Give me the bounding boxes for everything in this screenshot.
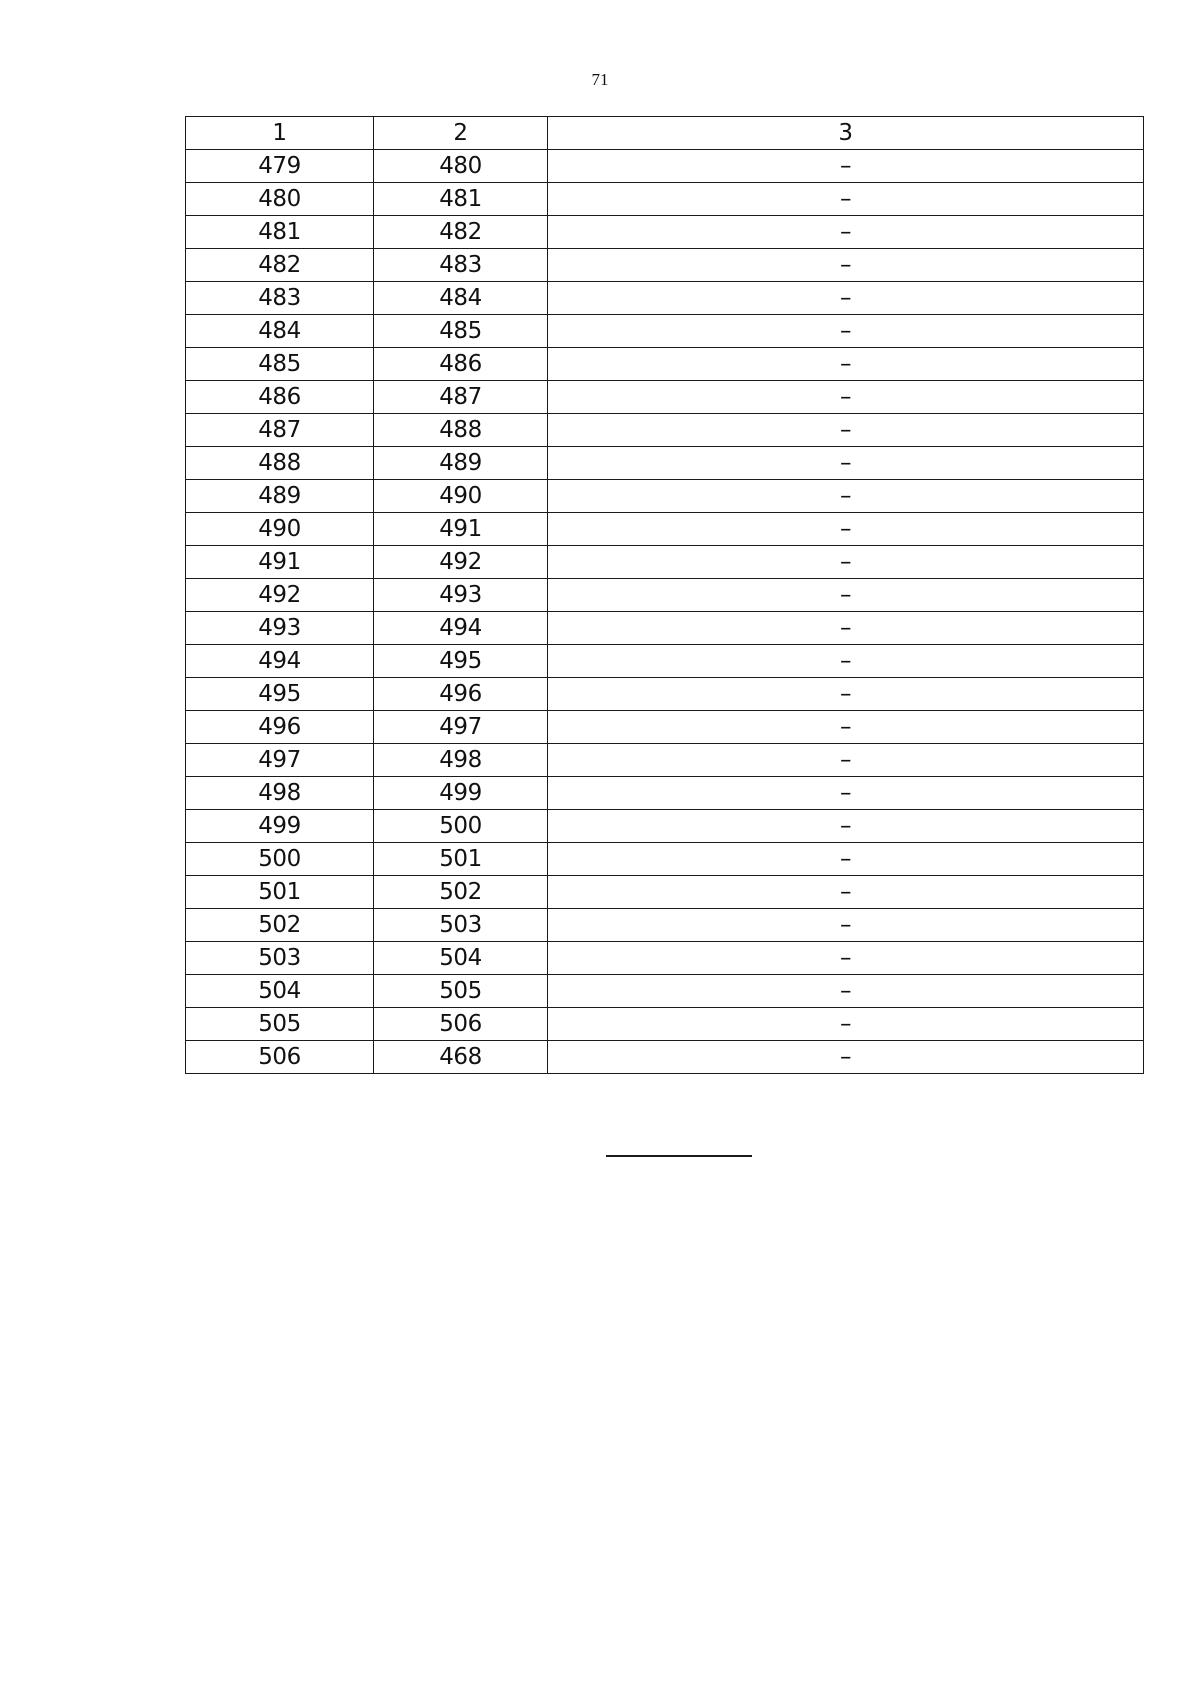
table-cell-col-2: 504 <box>374 942 548 975</box>
table-cell-col-1: 503 <box>186 942 374 975</box>
table-cell-col-2: 493 <box>374 579 548 612</box>
table-header-row <box>186 117 1144 150</box>
table-row <box>186 678 1144 711</box>
table-row <box>186 975 1144 1008</box>
table-row <box>186 744 1144 777</box>
table-cell-col-1: 487 <box>186 414 374 447</box>
table-cell-col-2: 483 <box>374 249 548 282</box>
data-table <box>185 116 1144 1074</box>
table-row <box>186 282 1144 315</box>
table-cell-col-2: 501 <box>374 843 548 876</box>
table-cell-col-1: 484 <box>186 315 374 348</box>
table-cell-col-2: 489 <box>374 447 548 480</box>
table-cell-col-1: 479 <box>186 150 374 183</box>
table-cell-col-2: 499 <box>374 777 548 810</box>
table-cell-col-2: 485 <box>374 315 548 348</box>
table-cell-col-1: 480 <box>186 183 374 216</box>
table-cell-col-2: 490 <box>374 480 548 513</box>
table-cell-col-1: 486 <box>186 381 374 414</box>
table-cell-col-3: – <box>548 843 1144 876</box>
table-cell-col-1: 495 <box>186 678 374 711</box>
table-row <box>186 348 1144 381</box>
table-cell-col-1: 493 <box>186 612 374 645</box>
table-cell-col-1: 506 <box>186 1041 374 1074</box>
table-cell-col-1: 500 <box>186 843 374 876</box>
table-cell-col-1: 481 <box>186 216 374 249</box>
table-cell-col-3: – <box>548 579 1144 612</box>
table-cell-col-3: – <box>548 645 1144 678</box>
table-cell-col-3: – <box>548 1041 1144 1074</box>
table-cell-col-3: – <box>548 777 1144 810</box>
table-cell-col-2: 502 <box>374 876 548 909</box>
table-cell-col-2: 496 <box>374 678 548 711</box>
table-row <box>186 942 1144 975</box>
table-row <box>186 546 1144 579</box>
table-cell-col-2: 497 <box>374 711 548 744</box>
table-cell-col-1: 491 <box>186 546 374 579</box>
table-cell-col-1: 488 <box>186 447 374 480</box>
table-cell-col-3: – <box>548 546 1144 579</box>
table-row <box>186 249 1144 282</box>
table-cell-col-3: – <box>548 414 1144 447</box>
table-cell-col-1: 482 <box>186 249 374 282</box>
table-cell-col-1: 504 <box>186 975 374 1008</box>
table-cell-col-2: 487 <box>374 381 548 414</box>
table-row <box>186 1041 1144 1074</box>
table-cell-col-1: 501 <box>186 876 374 909</box>
table-row <box>186 579 1144 612</box>
table-cell-col-3: – <box>548 975 1144 1008</box>
table-cell-col-3: – <box>548 711 1144 744</box>
table-cell-col-2: 486 <box>374 348 548 381</box>
table-row <box>186 810 1144 843</box>
table-row <box>186 315 1144 348</box>
header-cell-2: 2 <box>374 117 548 150</box>
end-rule <box>606 1155 752 1157</box>
table-cell-col-3: – <box>548 282 1144 315</box>
table-cell-col-2: 494 <box>374 612 548 645</box>
table-cell-col-2: 498 <box>374 744 548 777</box>
table-row <box>186 876 1144 909</box>
table-row <box>186 150 1144 183</box>
table-cell-col-3: – <box>548 216 1144 249</box>
table-row <box>186 645 1144 678</box>
table-cell-col-3: – <box>548 942 1144 975</box>
table-cell-col-1: 498 <box>186 777 374 810</box>
table-row <box>186 513 1144 546</box>
table-cell-col-3: – <box>548 381 1144 414</box>
table-cell-col-1: 505 <box>186 1008 374 1041</box>
table-row <box>186 1008 1144 1041</box>
table-cell-col-2: 505 <box>374 975 548 1008</box>
header-cell-3: 3 <box>548 117 1144 150</box>
table-row <box>186 183 1144 216</box>
table-cell-col-2: 495 <box>374 645 548 678</box>
table-row <box>186 381 1144 414</box>
table-cell-col-2: 484 <box>374 282 548 315</box>
table-cell-col-1: 483 <box>186 282 374 315</box>
table-cell-col-1: 496 <box>186 711 374 744</box>
table-cell-col-1: 492 <box>186 579 374 612</box>
table-row <box>186 909 1144 942</box>
table-cell-col-2: 480 <box>374 150 548 183</box>
table-cell-col-1: 490 <box>186 513 374 546</box>
table-cell-col-3: – <box>548 183 1144 216</box>
table-cell-col-3: – <box>548 810 1144 843</box>
table-row <box>186 216 1144 249</box>
table-row <box>186 843 1144 876</box>
table-cell-col-3: – <box>548 1008 1144 1041</box>
table-cell-col-3: – <box>548 447 1144 480</box>
table-cell-col-3: – <box>548 744 1144 777</box>
table-cell-col-3: – <box>548 480 1144 513</box>
table-cell-col-2: 468 <box>374 1041 548 1074</box>
table-cell-col-2: 500 <box>374 810 548 843</box>
table-cell-col-3: – <box>548 150 1144 183</box>
table-cell-col-2: 481 <box>374 183 548 216</box>
table-cell-col-3: – <box>548 348 1144 381</box>
table-cell-col-2: 488 <box>374 414 548 447</box>
table-cell-col-1: 485 <box>186 348 374 381</box>
table-row <box>186 777 1144 810</box>
table-row <box>186 612 1144 645</box>
header-cell-1: 1 <box>186 117 374 150</box>
table-cell-col-3: – <box>548 612 1144 645</box>
table-cell-col-2: 491 <box>374 513 548 546</box>
table-cell-col-2: 492 <box>374 546 548 579</box>
table-cell-col-1: 502 <box>186 909 374 942</box>
table-cell-col-3: – <box>548 249 1144 282</box>
table-cell-col-2: 482 <box>374 216 548 249</box>
page-number: 71 <box>591 70 609 89</box>
table-cell-col-2: 503 <box>374 909 548 942</box>
table-cell-col-1: 497 <box>186 744 374 777</box>
table-cell-col-3: – <box>548 909 1144 942</box>
table-cell-col-3: – <box>548 678 1144 711</box>
table-cell-col-2: 506 <box>374 1008 548 1041</box>
table-body <box>186 117 1144 1074</box>
table-cell-col-1: 489 <box>186 480 374 513</box>
table-cell-col-3: – <box>548 513 1144 546</box>
table-row <box>186 480 1144 513</box>
table-row <box>186 447 1144 480</box>
table-cell-col-3: – <box>548 315 1144 348</box>
table-cell-col-1: 499 <box>186 810 374 843</box>
table-cell-col-3: – <box>548 876 1144 909</box>
table-row <box>186 414 1144 447</box>
table-row <box>186 711 1144 744</box>
table-cell-col-1: 494 <box>186 645 374 678</box>
